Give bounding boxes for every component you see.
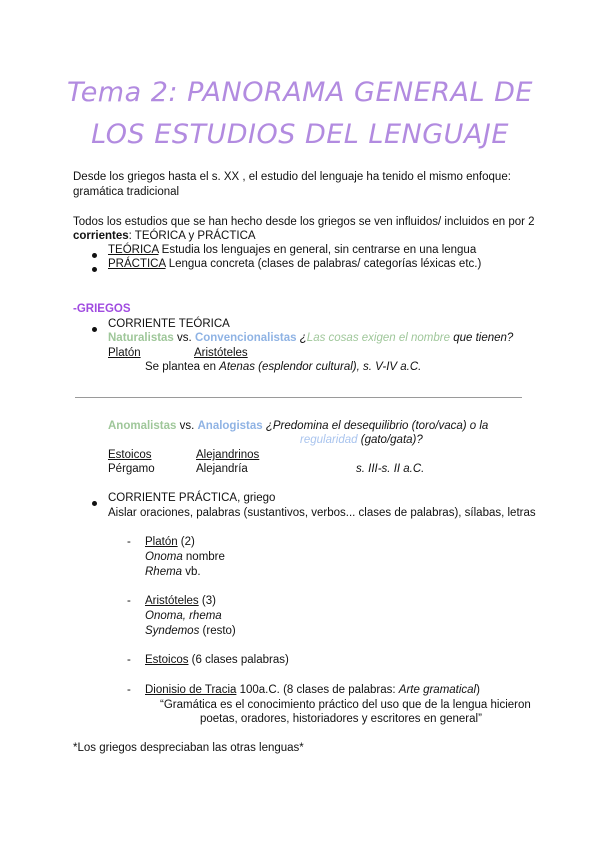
teorica-term: TEÓRICA (108, 244, 159, 256)
dash-bullet: - (127, 536, 131, 548)
naturalistas-term: Naturalistas (108, 332, 174, 344)
bullet-icon (92, 496, 97, 511)
aristoteles-label: Aristóteles (194, 347, 248, 359)
analogistas-term: Analogistas (197, 420, 263, 432)
question-end: que tienen? (450, 332, 514, 344)
regularidad-line (300, 433, 423, 448)
rhema-term: Rhema (145, 566, 183, 578)
pergamo-label: Pérgamo (108, 463, 155, 475)
naturalistas-line (108, 331, 513, 346)
bullet-icon (92, 322, 97, 337)
platon-item (145, 535, 195, 550)
page-title-line-2: LOS ESTUDIOS DEL LENGUAJE (91, 119, 509, 150)
onoma-term: Onoma (145, 551, 183, 563)
dash-bullet: - (127, 595, 131, 607)
aristoteles-count: (3) (198, 595, 216, 607)
teorica-text: Estudia los lenguajes en general, sin centrarse en una lengua (158, 244, 477, 256)
arte-gramatical: Arte gramatical (398, 684, 477, 696)
rhema-rest: vb. (182, 566, 201, 578)
bullet-teorica (108, 243, 476, 258)
anomalistas-line (108, 419, 488, 434)
regularidad-rest: (gato/gata)? (357, 434, 423, 446)
intro-line-1: Desde los griegos hasta el s. XX , el estudio del lenguaje ha tenido el mismo enfoque: (73, 171, 511, 183)
vs-text: vs. (173, 332, 195, 344)
dash-bullet: - (127, 684, 131, 696)
plantea-italic: Atenas (esplendor cultural), s. V-IV a.C. (219, 361, 422, 373)
quote-line-1: “Gramática es el conocimiento práctico del uso que de la lengua hicieron (160, 699, 531, 711)
page-title-line-1: Tema 2: PANORAMA GENERAL DE (67, 77, 533, 108)
anomalistas-term: Anomalistas (108, 420, 177, 432)
practica-term: PRÁCTICA (108, 258, 166, 270)
griegos-heading: -GRIEGOS (73, 303, 131, 315)
vs-text: vs. (176, 420, 198, 432)
syndemos-term: Syndemos (145, 625, 200, 637)
corriente-practica-desc: Aislar oraciones, palabras (sustantivos, verbos... clases de palabras), sílabas, letras (108, 507, 536, 519)
onoma-rest: nombre (182, 551, 225, 563)
estudios-line-1: Todos los estudios que se han hecho desde los griegos se ven influidos/ incluidos en por 2 (73, 216, 535, 228)
plantea-line (145, 360, 421, 375)
corriente-teorica-label: CORRIENTE TEÓRICA (108, 318, 230, 330)
plantea-prefix: Se plantea en (145, 361, 220, 373)
dionisio-item (145, 683, 480, 698)
question-start: ¿ (296, 332, 307, 344)
syndemos-rest: (resto) (199, 625, 236, 637)
aristoteles-name: Aristóteles (145, 595, 199, 607)
syndemos-line (145, 624, 236, 639)
estoicos-rest: (6 clases palabras) (188, 654, 289, 666)
aristoteles-item (145, 594, 216, 609)
platon-label: Platón (108, 347, 141, 359)
onoma-rhema-line: Onoma, rhema (145, 610, 222, 622)
footnote: *Los griegos despreciaban las otras lenguas* (73, 742, 304, 754)
corrientes-text: : TEÓRICA y PRÁCTICA (128, 230, 256, 242)
platon-name: Platón (145, 536, 178, 548)
predomina-question: ¿Predomina el desequilibrio (toro/vaca) o la (262, 420, 489, 432)
regularidad-term: regularidad (300, 434, 358, 446)
quote-line-2: poetas, oradores, historiadores y escritores en general” (200, 713, 482, 725)
estoicos-label: Estoicos (108, 449, 152, 461)
dionisio-name: Dionisio de Tracia (145, 684, 237, 696)
alejandrinos-label: Alejandrinos (196, 449, 260, 461)
dash-bullet: - (127, 654, 131, 666)
corrientes-label: corrientes (73, 230, 129, 242)
arte-close: ) (476, 684, 480, 696)
bullet-icon (92, 248, 97, 263)
onoma-line (145, 550, 225, 565)
rhema-line (145, 565, 201, 580)
dionisio-rest: 100a.C. (8 clases de palabras: (236, 684, 399, 696)
convencionalistas-term: Convencionalistas (194, 332, 297, 344)
bullet-icon (92, 262, 97, 277)
bullet-practica (108, 257, 481, 272)
corriente-practica-label: CORRIENTE PRÁCTICA, griego (108, 492, 276, 504)
estudios-line-2 (73, 229, 256, 244)
siglos-label: s. III-s. II a.C. (356, 463, 425, 475)
estoicos-name: Estoicos (145, 654, 189, 666)
estoicos-item (145, 653, 289, 668)
horizontal-divider (75, 397, 522, 398)
platon-count: (2) (177, 536, 195, 548)
question-colored: Las cosas exigen el nombre (306, 332, 450, 344)
alejandria-label: Alejandría (196, 463, 248, 475)
practica-text: Lengua concreta (clases de palabras/ categorías léxicas etc.) (165, 258, 482, 270)
intro-line-2: gramática tradicional (73, 186, 180, 198)
